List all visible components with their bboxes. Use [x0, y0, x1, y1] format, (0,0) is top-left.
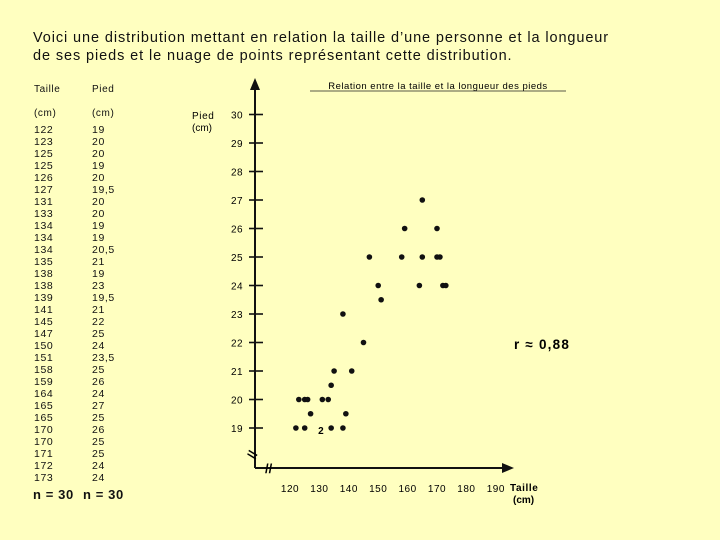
x-tick-label: 170: [427, 484, 447, 495]
y-tick-label: 27: [231, 196, 244, 207]
data-point: [437, 254, 443, 260]
cell-taille: 125: [34, 160, 54, 172]
intro-line-1: Voici une distribution mettant en relation la taille d’une personne et la longueur: [33, 30, 609, 46]
cell-taille: 134: [34, 220, 54, 232]
data-point: [378, 297, 384, 303]
cell-taille: 126: [34, 172, 54, 184]
cell-pied: 20: [92, 148, 105, 160]
x-ticks: [281, 484, 505, 495]
data-point: [331, 368, 337, 374]
x-tick-label: 150: [369, 484, 388, 495]
y-tick-label: 28: [231, 167, 244, 179]
axes: [244, 78, 514, 476]
cell-taille: 145: [34, 316, 54, 328]
data-point: [302, 425, 308, 431]
data-point: [296, 397, 302, 403]
cell-pied: 25: [92, 364, 105, 376]
x-tick-label: 160: [398, 484, 417, 495]
x-tick-label: 120: [280, 484, 300, 495]
y-tick-label: 29: [231, 139, 244, 150]
y-tick-label: 26: [231, 224, 244, 236]
count-right: n = 30: [83, 487, 124, 502]
y-axis-arrow: [250, 78, 260, 90]
cell-pied: 19,5: [92, 292, 115, 304]
column-header-pied: Pied: [92, 84, 115, 95]
x-tick-label: 190: [486, 484, 505, 495]
cell-pied: 23,5: [92, 352, 115, 364]
cell-taille: 151: [34, 352, 54, 364]
data-point: [349, 368, 355, 374]
data-point: [399, 254, 405, 260]
data-points: [293, 197, 449, 437]
cell-pied: 26: [92, 424, 105, 436]
cell-taille: 171: [34, 448, 54, 460]
data-point: [420, 197, 426, 203]
x-axis-arrow: [502, 463, 514, 473]
cell-taille: 122: [34, 124, 54, 136]
y-tick-label: 19: [231, 424, 244, 435]
cell-pied: 19: [92, 124, 105, 136]
cell-taille: 134: [34, 232, 54, 244]
y-tick-label: 22: [231, 338, 244, 350]
cell-taille: 138: [34, 268, 54, 280]
cell-pied: 20: [92, 208, 105, 220]
cell-pied: 24: [92, 388, 105, 400]
x-tick-label: 140: [339, 484, 358, 495]
cell-taille: 127: [34, 184, 54, 196]
cell-pied: 19: [92, 160, 105, 172]
data-point: [420, 254, 426, 260]
column-unit-taille: (cm): [34, 108, 57, 119]
data-point: [305, 397, 311, 403]
data-point: [434, 226, 440, 232]
data-point: [325, 397, 331, 403]
data-point: [417, 283, 423, 289]
cell-taille: 159: [34, 376, 54, 388]
x-tick-label: 180: [457, 484, 476, 495]
data-point: [343, 411, 349, 417]
intro-line-2: de ses pieds et le nuage de points représentant cette distribution.: [33, 48, 513, 64]
cell-pied: 24: [92, 460, 105, 472]
y-ticks: [231, 111, 263, 436]
cell-pied: 25: [92, 328, 105, 340]
y-tick-label: 20: [231, 395, 244, 407]
x-axis-unit: (cm): [513, 495, 535, 506]
cell-pied: 20,5: [92, 244, 115, 256]
cell-pied: 21: [92, 256, 105, 268]
cell-taille: 134: [34, 244, 54, 256]
cell-pied: 27: [92, 400, 105, 412]
x-axis-break: //: [265, 461, 273, 476]
cell-taille: 165: [34, 412, 54, 424]
cell-pied: 25: [92, 436, 105, 448]
cell-taille: 147: [34, 328, 54, 340]
data-point: [340, 425, 346, 431]
cell-pied: 25: [92, 448, 105, 460]
cell-taille: 133: [34, 208, 54, 220]
data-point: [328, 382, 334, 388]
cell-pied: 20: [92, 136, 105, 148]
data-point: [320, 397, 326, 403]
cell-pied: 26: [92, 376, 105, 388]
cell-pied: 19: [92, 268, 105, 280]
cell-taille: 165: [34, 400, 54, 412]
y-tick-label: 30: [231, 110, 244, 122]
count-left: n = 30: [33, 487, 74, 502]
data-point: [443, 283, 449, 289]
y-tick-label: 24: [231, 281, 244, 293]
cell-pied: 19,5: [92, 184, 115, 196]
cell-taille: 123: [34, 136, 54, 148]
cell-taille: 150: [34, 340, 54, 352]
cell-taille: 139: [34, 292, 54, 304]
cell-taille: 125: [34, 148, 54, 160]
y-axis-label: Pied: [192, 111, 215, 122]
cell-taille: 141: [34, 304, 54, 316]
cell-pied: 22: [92, 316, 105, 328]
cell-taille: 172: [34, 460, 54, 472]
y-tick-label: 23: [231, 310, 244, 321]
x-axis-label: Taille: [510, 483, 539, 494]
data-point: [367, 254, 373, 260]
cell-taille: 173: [34, 472, 54, 484]
cell-pied: 19: [92, 232, 105, 244]
cell-taille: 138: [34, 280, 54, 292]
point-multiplicity-label: 2: [318, 426, 324, 437]
cell-taille: 164: [34, 388, 54, 400]
cell-pied: 20: [92, 196, 105, 208]
cell-taille: 135: [34, 256, 54, 268]
data-point: [308, 411, 314, 417]
correlation-annotation: r ≈ 0,88: [514, 337, 571, 352]
column-header-taille: Taille: [34, 84, 61, 95]
cell-pied: 25: [92, 412, 105, 424]
cell-pied: 20: [92, 172, 105, 184]
data-point: [361, 340, 367, 346]
cell-pied: 21: [92, 304, 105, 316]
y-axis-unit: (cm): [192, 123, 212, 134]
cell-pied: 23: [92, 280, 105, 292]
cell-pied: 24: [92, 472, 105, 484]
cell-taille: 170: [34, 424, 54, 436]
y-tick-label: 25: [231, 253, 244, 264]
data-point: [375, 283, 381, 289]
cell-taille: 158: [34, 364, 54, 376]
data-point: [328, 425, 334, 431]
cell-pied: 24: [92, 340, 105, 352]
cell-pied: 19: [92, 220, 105, 232]
x-tick-label: 130: [310, 484, 329, 495]
data-point: [402, 226, 408, 232]
cell-taille: 170: [34, 436, 54, 448]
chart-title: Relation entre la taille et la longueur des pieds: [328, 81, 548, 92]
cell-taille: 131: [34, 196, 54, 208]
column-unit-pied: (cm): [92, 108, 115, 119]
y-axis-break: //: [244, 448, 261, 461]
y-tick-label: 21: [231, 367, 244, 378]
data-point: [340, 311, 346, 317]
data-point: [293, 425, 299, 431]
